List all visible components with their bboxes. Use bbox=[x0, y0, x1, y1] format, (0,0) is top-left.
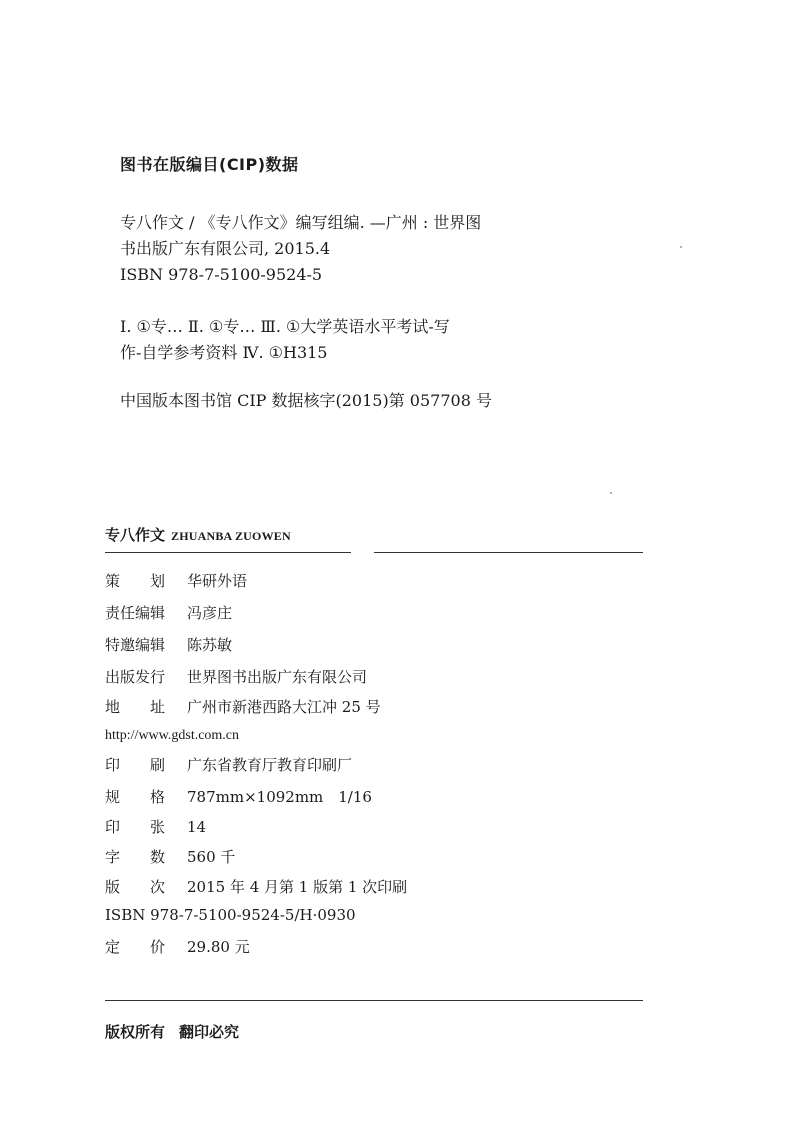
book-title-cn: 专八作文 bbox=[105, 526, 166, 544]
copyright-part-2: 翻印必究 bbox=[179, 1023, 240, 1041]
info-value: 29.80 元 bbox=[187, 938, 250, 956]
info-row-planner bbox=[105, 570, 247, 594]
cip-line-3: ISBN 978-7-5100-9524-5 bbox=[120, 265, 323, 284]
isbn-full: ISBN 978-7-5100-9524-5/H·0930 bbox=[105, 906, 356, 924]
info-label: 责任编辑 bbox=[105, 604, 166, 622]
info-row-word-count bbox=[105, 846, 235, 870]
info-row-sheets bbox=[105, 816, 206, 840]
info-row-price bbox=[105, 936, 250, 960]
info-value: 2015 年 4 月第 1 版第 1 次印刷 bbox=[187, 878, 408, 896]
info-value: 14 bbox=[187, 818, 207, 836]
cip-line-5: 作-自学参考资料 Ⅳ. ①H315 bbox=[120, 343, 328, 362]
info-value: 广州市新港西路大江冲 25 号 bbox=[187, 698, 381, 716]
cip-line-4: Ⅰ. ①专… Ⅱ. ①专… Ⅲ. ①大学英语水平考试-写 bbox=[120, 317, 450, 336]
info-row-publisher bbox=[105, 666, 367, 690]
copyright-notice bbox=[105, 1021, 253, 1042]
scan-speck bbox=[610, 492, 612, 494]
info-row-printer bbox=[105, 754, 352, 778]
info-row-format bbox=[105, 786, 372, 810]
info-label: 版 次 bbox=[105, 878, 166, 896]
info-value: 787mm×1092mm 1/16 bbox=[187, 788, 372, 806]
info-label: 印 刷 bbox=[105, 756, 166, 774]
cip-line-6: 中国版本图书馆 CIP 数据核字(2015)第 057708 号 bbox=[120, 391, 492, 410]
info-label: 规 格 bbox=[105, 788, 166, 806]
info-value: 华研外语 bbox=[187, 572, 248, 590]
info-row-edition bbox=[105, 876, 407, 900]
book-title bbox=[105, 524, 291, 545]
info-value: 世界图书出版广东有限公司 bbox=[187, 668, 368, 686]
scan-speck bbox=[680, 246, 682, 248]
info-label: 出版发行 bbox=[105, 668, 166, 686]
info-value: 560 千 bbox=[187, 848, 236, 866]
info-row-guest-editor bbox=[105, 634, 232, 658]
book-title-en: ZHUANBA ZUOWEN bbox=[171, 529, 291, 543]
info-label: 地 址 bbox=[105, 698, 166, 716]
info-label: 特邀编辑 bbox=[105, 636, 166, 654]
title-rule-left bbox=[105, 552, 351, 553]
title-rule-right bbox=[374, 552, 643, 553]
copyright-part-1: 版权所有 bbox=[105, 1023, 166, 1041]
bottom-rule bbox=[105, 1000, 643, 1001]
info-label: 字 数 bbox=[105, 848, 166, 866]
info-row-address bbox=[105, 696, 381, 720]
info-value: 陈苏敏 bbox=[187, 636, 233, 654]
cip-line-2: 书出版广东有限公司, 2015.4 bbox=[120, 239, 331, 258]
info-value: 冯彦庄 bbox=[187, 604, 233, 622]
info-value: 广东省教育厅教育印刷厂 bbox=[187, 756, 353, 774]
publisher-url[interactable]: http://www.gdst.com.cn bbox=[105, 728, 240, 743]
cip-line-1: 专八作文 / 《专八作文》编写组编. —广州 : 世界图 bbox=[120, 213, 482, 232]
info-label: 策 划 bbox=[105, 572, 166, 590]
info-label: 定 价 bbox=[105, 938, 166, 956]
cip-heading: 图书在版编目(CIP)数据 bbox=[120, 155, 299, 174]
info-row-editor bbox=[105, 602, 232, 626]
info-label: 印 张 bbox=[105, 818, 166, 836]
